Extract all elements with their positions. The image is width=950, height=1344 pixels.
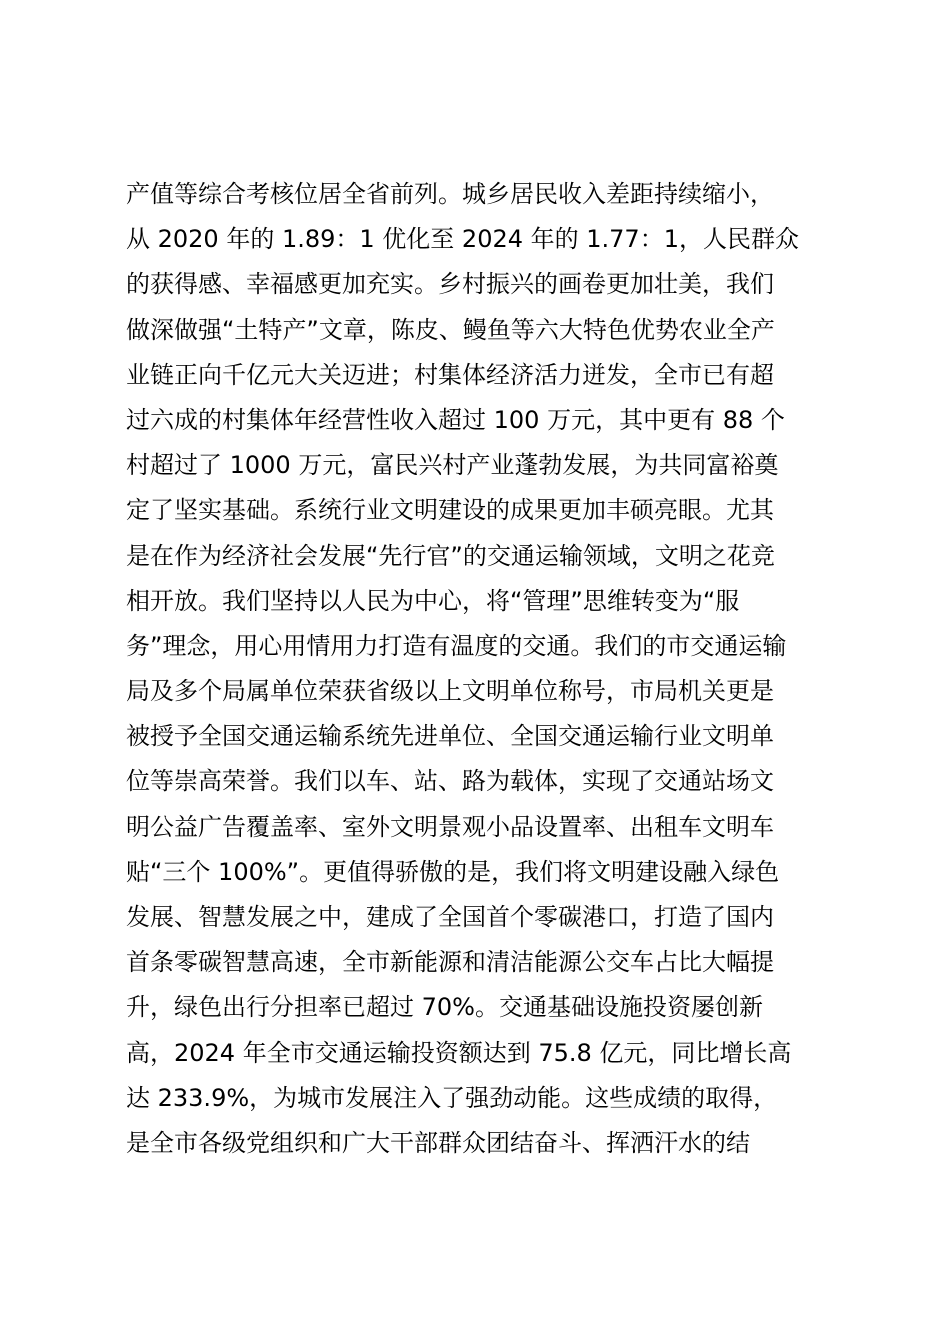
text-line: 是全市各级党组织和广大干部群众团结奋斗、挥洒汗水的结 xyxy=(126,1128,750,1157)
text-line: 升，绿色出行分担率已超过 70%。交通基础设施投资屡创新 xyxy=(126,993,763,1022)
text-line: 是在作为经济社会发展“先行官”的交通运输领域，文明之花竞 xyxy=(126,541,775,570)
text-line: 贴“三个 100%”。更值得骄傲的是，我们将文明建设融入绿色 xyxy=(126,857,780,886)
text-line: 首条零碳智慧高速，全市新能源和清洁能源公交车占比大幅提 xyxy=(126,948,774,977)
text-line: 做深做强“土特产”文章，陈皮、鳗鱼等六大特色优势农业全产 xyxy=(126,315,775,344)
text-line: 务”理念，用心用情用力打造有温度的交通。我们的市交通运输 xyxy=(126,631,787,660)
text-line: 村超过了 1000 万元，富民兴村产业蓬勃发展，为共同富裕奠 xyxy=(126,451,779,480)
text-line: 的获得感、幸福感更加充实。乡村振兴的画卷更加壮美，我们 xyxy=(126,270,774,299)
text-line: 位等崇高荣誉。我们以车、站、路为载体，实现了交通站场文 xyxy=(126,767,774,796)
text-line: 明公益广告覆盖率、室外文明景观小品设置率、出租车文明车 xyxy=(126,812,774,841)
text-line: 产值等综合考核位居全省前列。城乡居民收入差距持续缩小， xyxy=(126,180,774,208)
text-line: 高，2024 年全市交通运输投资额达到 75.8 亿元，同比增长高 xyxy=(126,1038,792,1067)
text-line: 相开放。我们坚持以人民为中心，将“管理”思维转变为“服 xyxy=(126,586,740,615)
text-line: 业链正向千亿元大关迈进；村集体经济活力迸发，全市已有超 xyxy=(126,360,774,389)
text-line: 局及多个局属单位荣获省级以上文明单位称号，市局机关更是 xyxy=(126,677,774,706)
text-line: 过六成的村集体年经营性收入超过 100 万元，其中更有 88 个 xyxy=(126,405,785,434)
text-line: 从 2020 年的 1.89：1 优化至 2024 年的 1.77：1，人民群众 xyxy=(126,225,799,254)
text-line: 发展、智慧发展之中，建成了全国首个零碳港口，打造了国内 xyxy=(126,903,774,931)
text-line: 被授予全国交通运输系统先进单位、全国交通运输行业文明单 xyxy=(126,722,774,751)
text-line: 达 233.9%，为城市发展注入了强劲动能。这些成绩的取得， xyxy=(126,1083,778,1112)
text-line: 定了坚实基础。系统行业文明建设的成果更加丰硕亮眼。尤其 xyxy=(126,496,774,525)
body-paragraph xyxy=(126,172,846,1166)
